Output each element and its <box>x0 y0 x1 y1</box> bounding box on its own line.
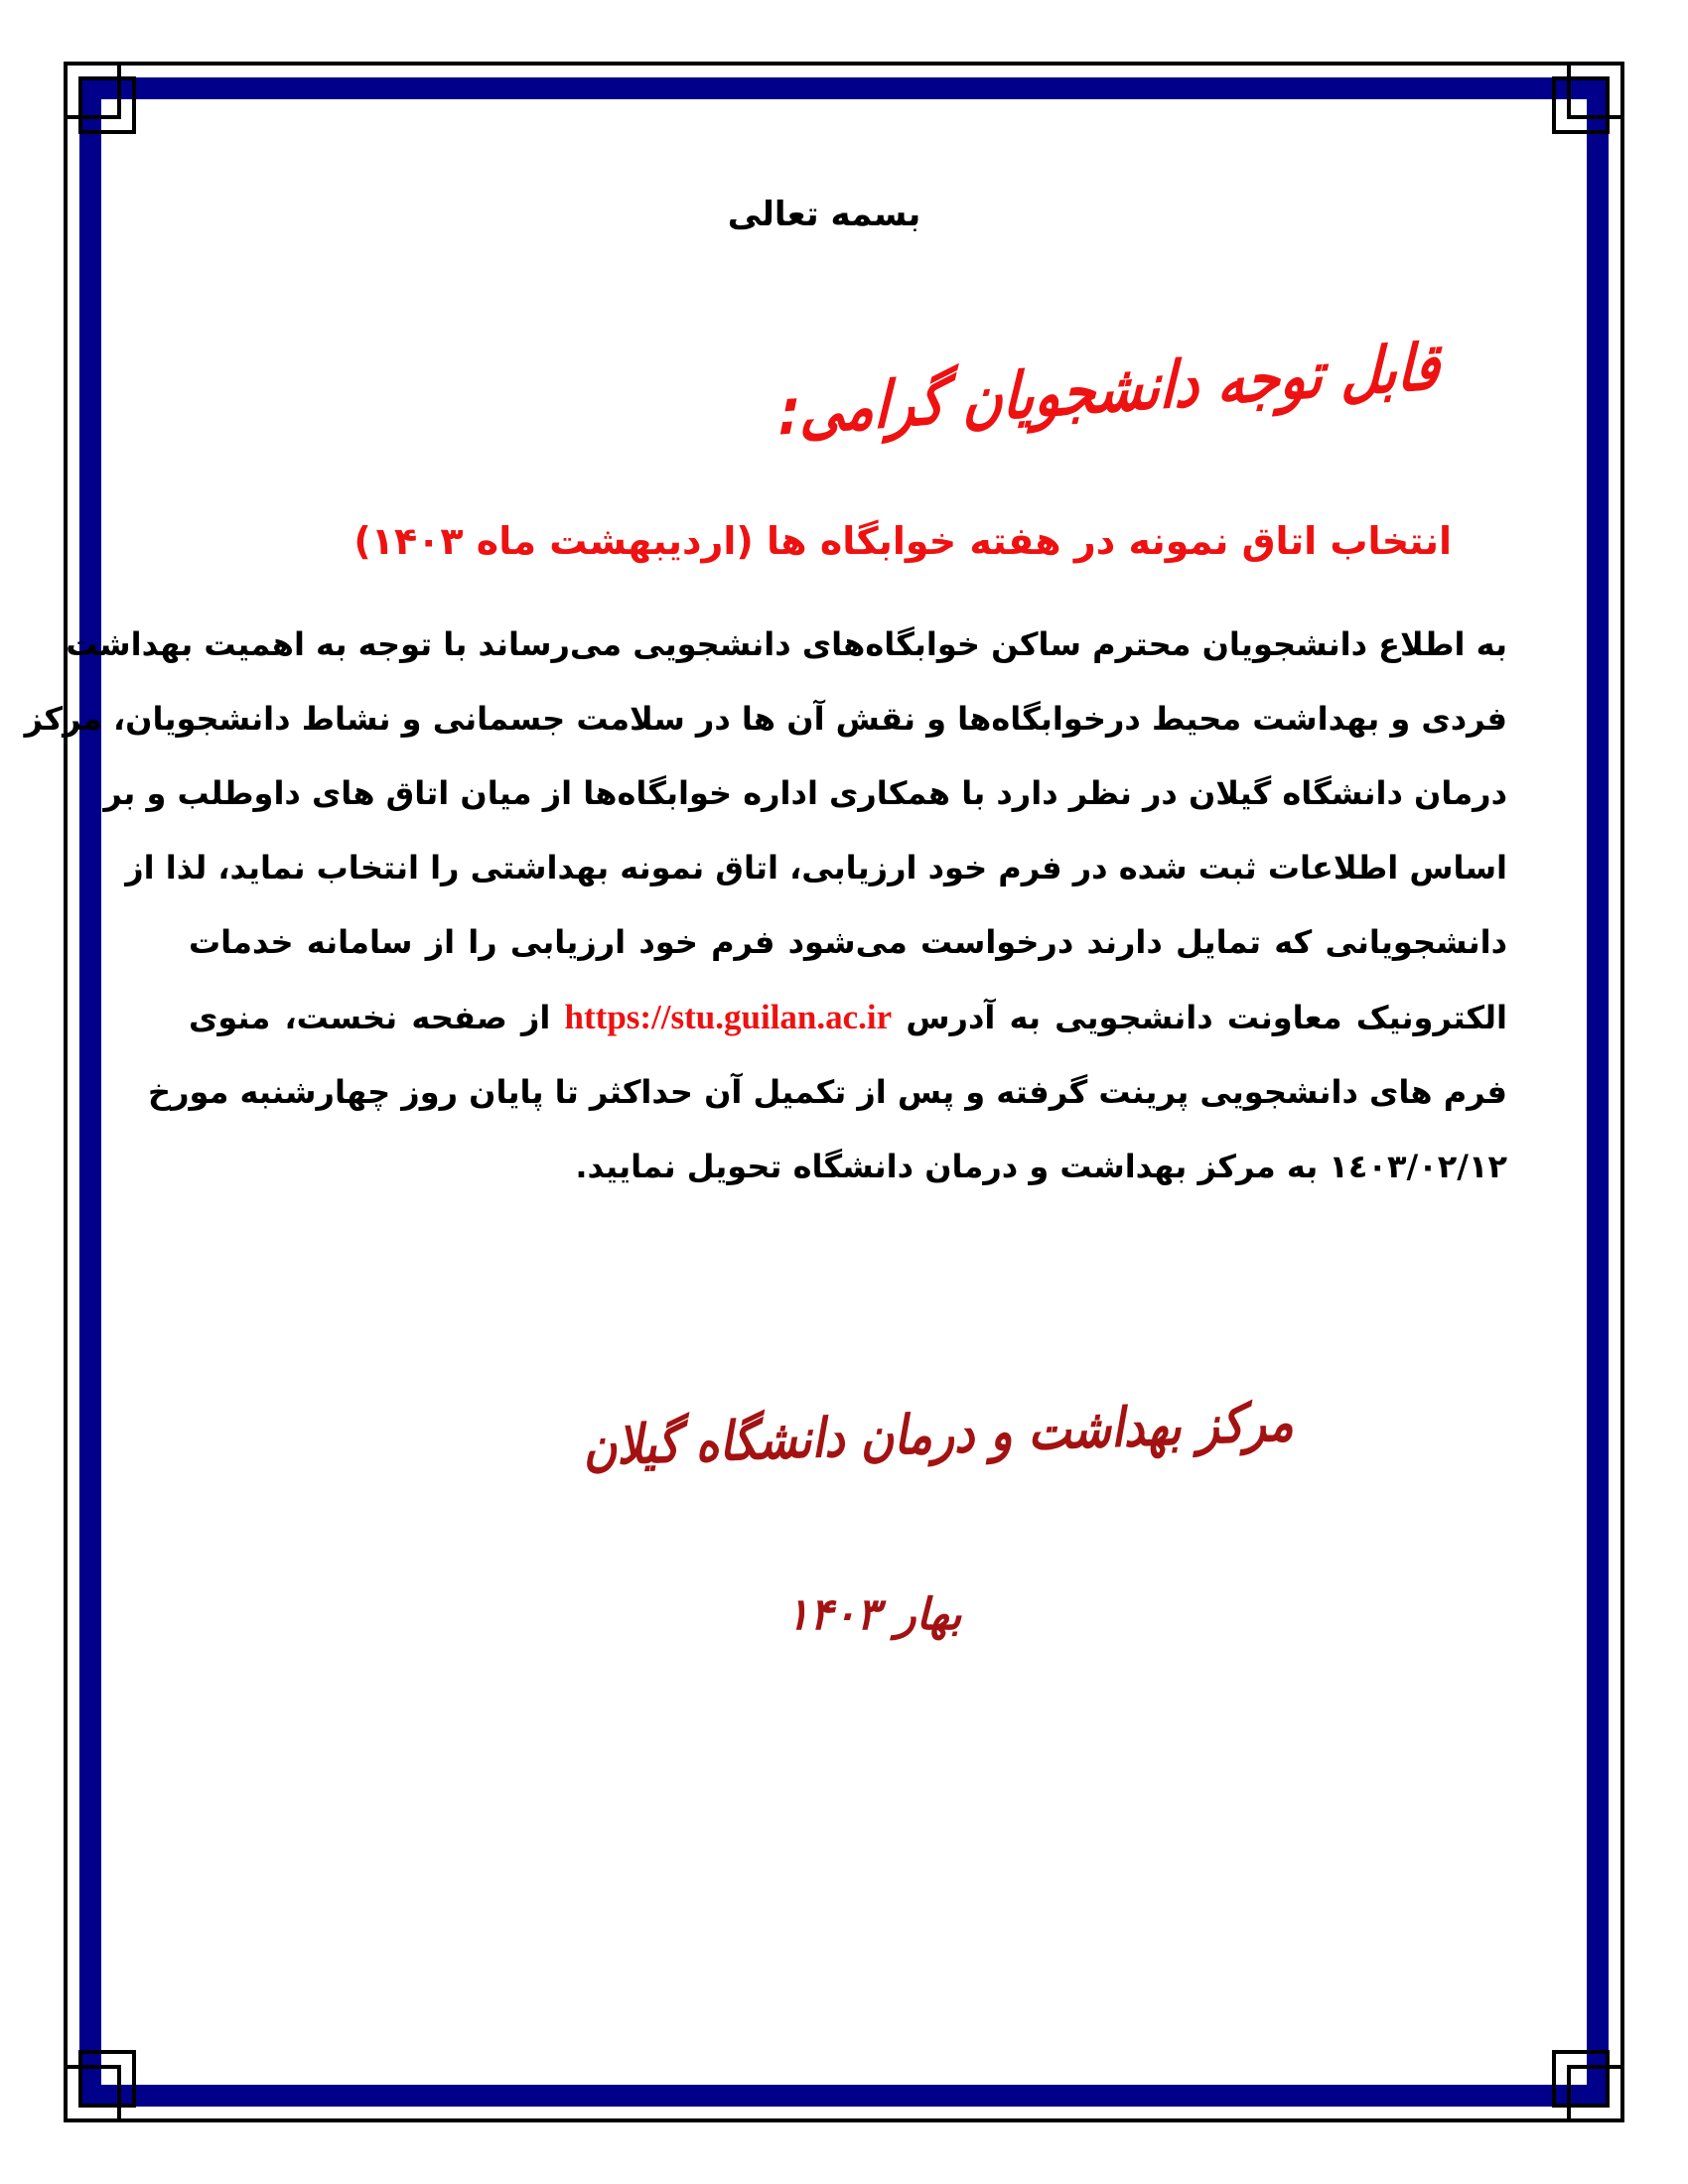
body-line <box>24 682 1507 756</box>
body-paragraph <box>24 608 1508 1204</box>
body-text-segment: دانشجویانی که تمایل دارند درخواست می‌شود فرم خود ارزیابی را از سامانه خدمات <box>189 923 1507 961</box>
notice-title: انتخاب اتاق نمونه در هفته خوابگاه ها (اردیبهشت ماه ۱۴۰۳) <box>353 519 1452 563</box>
salutation-calligraphy: قابل توجه دانشجویان گرامی: <box>777 330 1442 451</box>
body-text-segment: درمان دانشگاه گیلان در نظر دارد با همکاری اداره خوابگاه‌ها از میان اتاق های داوطلب و بر <box>103 774 1507 812</box>
body-text-segment: الکترونیک معاونت دانشجویی به آدرس <box>892 999 1508 1036</box>
body-text-segment: فردی و بهداشت محیط درخوابگاه‌ها و نقش آن ها در سلامت جسمانی و نشاط دانشجویان، مرکز <box>24 700 1507 738</box>
corner-ornament-top-right-inner <box>1552 76 1610 134</box>
body-text-segment: از صفحه نخست، منوی <box>189 999 565 1036</box>
body-line <box>189 1130 1507 1204</box>
body-line <box>189 980 1507 1055</box>
body-text-segment: ١٤٠٣/٠٢/١٢ به مرکز بهداشت و درمان دانشگاه تحویل نمایید. <box>575 1148 1507 1185</box>
season-date: بهار ۱۴۰۳ <box>785 1589 962 1640</box>
body-text-segment: اساس اطلاعات ثبت شده در فرم خود ارزیابی، اتاق نمونه بهداشتی را انتخاب نماید، لذا از <box>125 849 1507 887</box>
body-line <box>103 756 1507 831</box>
corner-ornament-bottom-right-inner <box>1552 2050 1610 2108</box>
body-line <box>125 831 1507 905</box>
bismillah-text: بسمه تعالی <box>727 195 921 234</box>
body-text-segment: به اطلاع دانشجویان محترم ساکن خوابگاه‌های دانشجویی می‌رساند با توجه به اهمیت بهداشت <box>66 625 1507 663</box>
body-line <box>189 905 1507 980</box>
body-line <box>148 1055 1507 1130</box>
stu-guilan-url-link[interactable]: https://stu.guilan.ac.ir <box>564 998 893 1036</box>
corner-ornament-top-left-inner <box>78 76 136 134</box>
signature-calligraphy: مرکز بهداشت و درمان دانشگاه گیلان <box>582 1390 1295 1478</box>
body-line <box>66 608 1507 682</box>
corner-ornament-bottom-left-inner <box>78 2050 136 2108</box>
body-text-segment: فرم های دانشجویی پرینت گرفته و پس از تکمیل آن حداکثر تا پایان روز چهارشنبه مورخ <box>148 1073 1507 1111</box>
